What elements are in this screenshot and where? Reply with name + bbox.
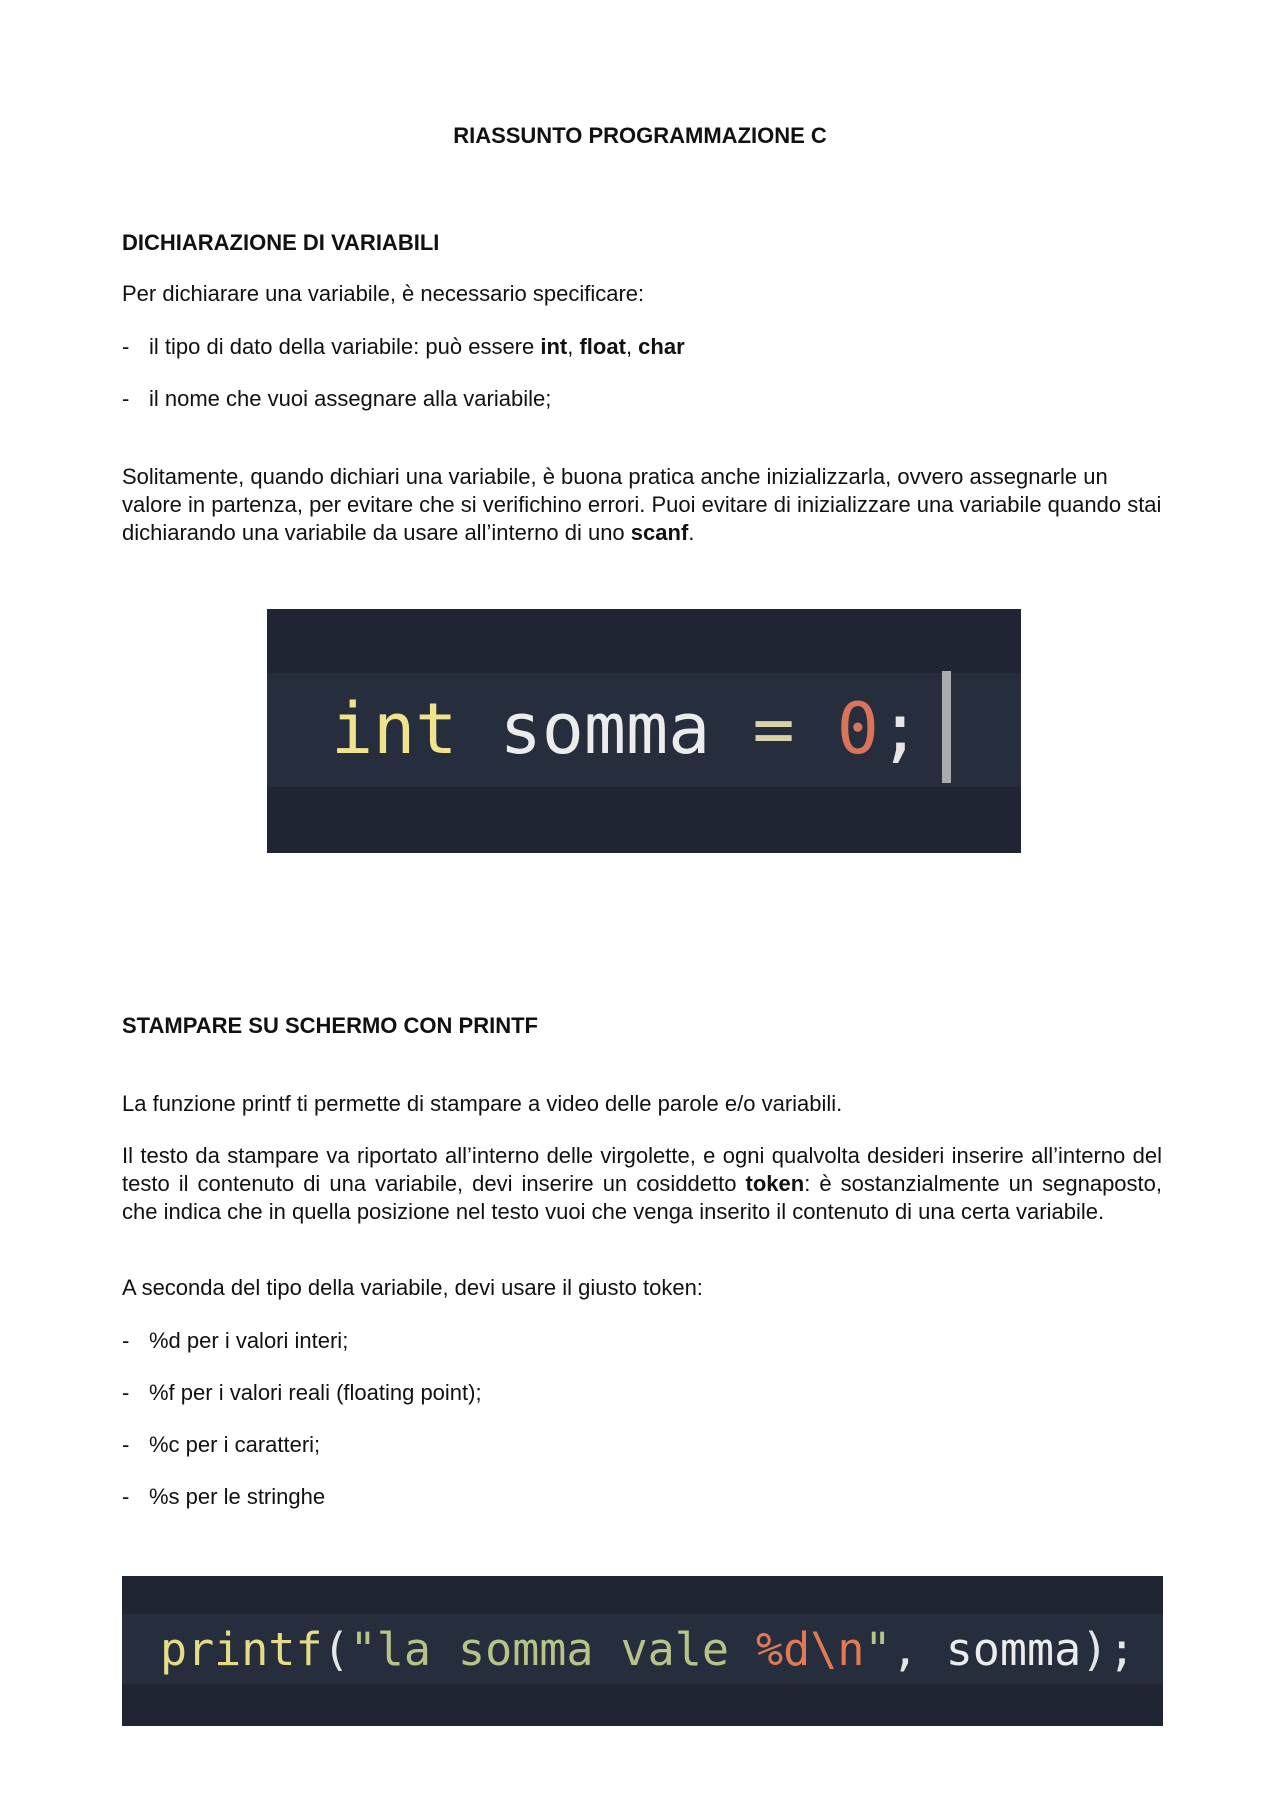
list-item: - %s per le stringhe [122,1484,326,1509]
list-item: - %c per i caratteri; [122,1432,321,1457]
document-title: RIASSUNTO PROGRAMMAZIONE C [453,123,827,148]
text-cursor [942,671,951,783]
section-heading-variables: DICHIARAZIONE DI VARIABILI [122,230,440,255]
code-block-declaration [267,609,1021,853]
section-heading-printf: STAMPARE SU SCHERMO CON PRINTF [122,1013,538,1038]
code-line: printf("la somma vale %d\n", somma); [160,1623,1136,1676]
code-block-printf [122,1576,1163,1726]
code-line: int somma = 0; [331,688,922,770]
token-intro: A seconda del tipo della variabile, devi usare il giusto token: [122,1275,703,1300]
list-item: - il nome che vuoi assegnare alla variabile; [122,386,552,411]
bullet-dash: - [122,1328,130,1353]
list-item: - %d per i valori interi; [122,1328,349,1353]
bullet-dash: - [122,1380,130,1405]
list-item: - %f per i valori reali (floating point); [122,1380,482,1405]
list-item: - il tipo di dato della variabile: può essere int, float, char [122,334,685,359]
bullet-dash: - [122,1484,130,1509]
bullet-dash: - [122,1432,130,1457]
section-intro: Per dichiarare una variabile, è necessario specificare: [122,281,645,306]
paragraph-initialization: Solitamente, quando dichiari una variabile, è buona pratica anche inizializzarla, ovvero assegnarle un valore in partenza, per evitare che si verifichino errori. Puoi evitare di inizializzare una variabile quando stai dichiarando una variabile da usare all’interno di uno scanf. [122,464,1162,545]
section-intro: La funzione printf ti permette di stampare a video delle parole e/o variabili. [122,1091,843,1116]
bullet-dash: - [122,386,130,411]
bullet-dash: - [122,334,130,359]
paragraph-token: Il testo da stampare va riportato all’interno delle virgolette, e ogni qualvolta desideri inserire all’interno del testo il contenuto di una variabile, devi inserire un cosiddetto token: è sostanzialmente un segnaposto, che indica che in quella posizione nel testo vuoi che venga inserito il contenuto di una certa variabile. [122,1143,1162,1224]
